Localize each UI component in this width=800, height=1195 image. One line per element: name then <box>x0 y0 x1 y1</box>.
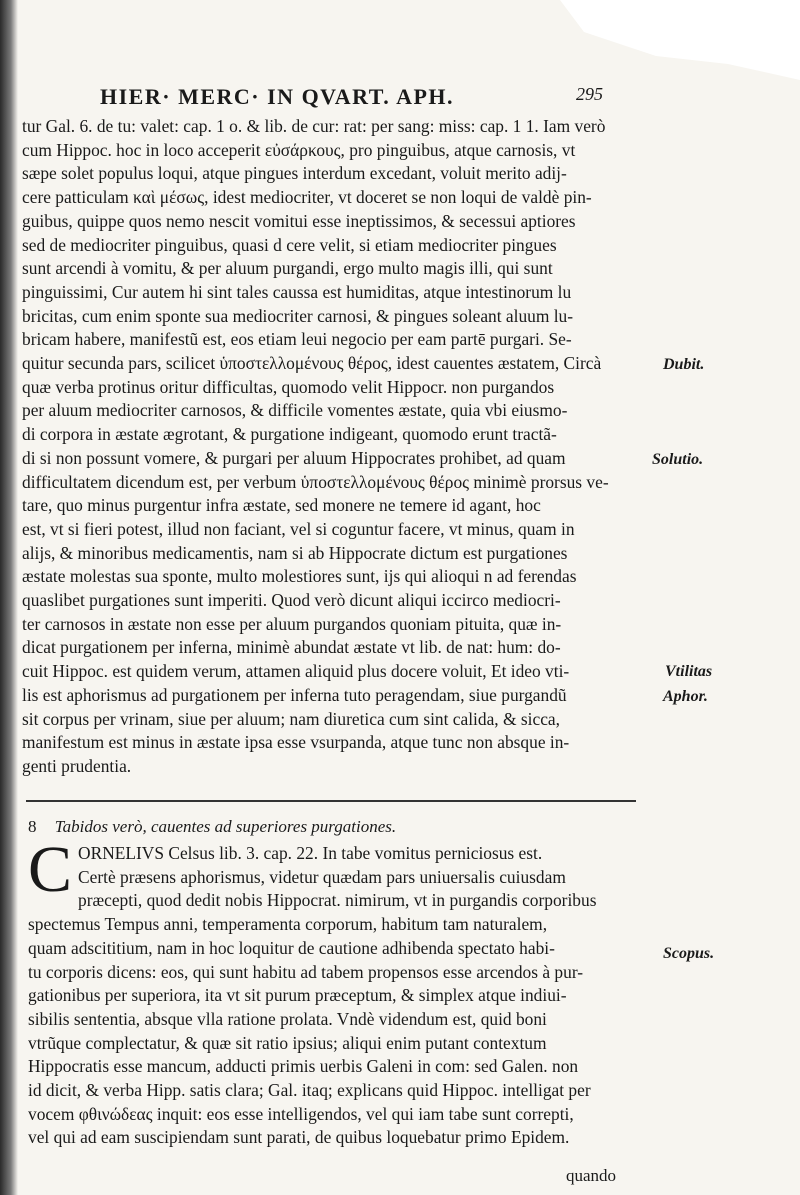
text-line: manifestum est minus in æstate ipsa esse vsurpanda, atque tunc non absque in- <box>22 732 570 753</box>
binding-shadow <box>0 0 18 1195</box>
margin-note-scopus: Scopus. <box>663 945 715 962</box>
commentary-line: id dicit, & verba Hipp. satis clara; Gal. itaq; explicans quid Hippoc. intelligat per <box>28 1080 591 1101</box>
text-line: di corpora in æstate ægrotant, & purgatione indigeant, quomodo erunt tractã- <box>22 424 557 445</box>
text-line: sed de mediocriter pinguibus, quasi d cere velit, si etiam mediocriter pingues <box>22 234 557 255</box>
text-line: ter carnosos in æstate non esse per aluum purgandos quoniam pituita, quæ in- <box>22 613 562 634</box>
text-line: bricam habere, manifestũ est, eos etiam leui negocio per eam partē purgari. Se- <box>22 329 572 350</box>
torn-corner <box>560 0 800 80</box>
text-line: est, vt si fieri potest, illud non faciant, vel si coguntur facere, vt minus, quam in <box>22 518 575 539</box>
margin-note-aphor: Aphor. <box>663 688 708 705</box>
aphorism-number: 8 <box>28 817 37 836</box>
text-line: cere patticulam καὶ μέσως, idest mediocriter, vt doceret se non loqui de valdè pin- <box>22 187 592 208</box>
commentary-text <box>28 833 648 1150</box>
text-line: difficultatem dicendum est, per verbum ὑποστελλομένους θέρος minimè prorsus ve- <box>22 471 609 492</box>
text-line: tur Gal. 6. de tu: valet: cap. 1 o. & lib. de cur: rat: per sang: miss: cap. 1 1. Iam verò <box>22 116 606 136</box>
text-line: sunt arcendi à vomitu, & per aluum purgandi, ergo multo magis illi, qui sunt <box>22 258 553 279</box>
text-line: quitur secunda pars, scilicet ὑποστελλομένους θέρος, idest cauentes æstatem, Circà <box>22 353 602 374</box>
margin-note-dubit: Dubit. <box>663 356 705 373</box>
aphorism-heading <box>28 817 628 837</box>
commentary-line: spectemus Tempus anni, temperamenta corporum, habitum tam naturalem, <box>28 914 548 935</box>
text-line: dicat purgationem per inferna, minimè abundat æstate vt lib. de nat: hum: do- <box>22 637 561 658</box>
text-line: tare, quo minus purgentur infra æstate, sed monere ne temere id agant, hoc <box>22 495 541 516</box>
commentary-line: Hippocratis esse mancum, adducti primis uerbis Galeni in com: sed Galen. non <box>28 1056 579 1077</box>
aphorism-text: Tabidos verò, cauentes ad superiores purgationes. <box>54 817 397 836</box>
text-line: di si non possunt vomere, & purgari per aluum Hippocrates prohibet, ad quam <box>22 447 566 468</box>
commentary-line: Certè præsens aphorismus, videtur quædam pars uniuersalis cuiusdam <box>78 866 566 887</box>
commentary-line: vocem φθινώδεας inquit: eos esse intelligendos, vel qui iam tabe sunt correpti, <box>28 1103 574 1124</box>
text-line: quæ verba protinus oritur difficultas, quomodo velit Hippocr. non purgandos <box>22 376 555 397</box>
commentary-line: vtrũque complectatur, & quæ sit ratio ipsius; aliqui enim putant contextum <box>28 1032 547 1053</box>
margin-note-solutio: Solutio. <box>652 451 704 468</box>
commentary-line: ORNELIVS Celsus lib. 3. cap. 22. In tabe vomitus perniciosus est. <box>78 843 543 863</box>
running-title: HIER· MERC· IN QVART. APH. <box>100 84 455 109</box>
page-number: 295 <box>576 84 603 104</box>
commentary-line: præcepti, quod dedit nobis Hippocrat. nimirum, vt in purgandis corporibus <box>78 890 597 911</box>
margin-note-vtilitas: Vtilitas <box>665 663 713 680</box>
text-line: sit corpus per vrinam, siue per aluum; nam diuretica cum sint calida, & sicca, <box>22 708 560 729</box>
commentary-line: tu corporis dicens: eos, qui sunt habitu ad tabem propensos esse arcendos à pur- <box>28 961 584 982</box>
text-line: bricitas, cum enim sponte sua mediocriter carnosi, & pingues soleant aluum lu- <box>22 305 574 326</box>
text-line: quaslibet purgationes sunt imperiti. Quod verò dicunt aliqui iccirco mediocri- <box>22 590 561 611</box>
main-text <box>22 115 642 779</box>
commentary-line: vel qui ad eam suscipiendam sunt parati, de quibus loquebatur primo Epidem. <box>28 1127 570 1148</box>
text-line: guibus, quippe quos nemo nescit vomitui esse ineptissimos, & secessui aptiores <box>22 210 576 231</box>
drop-cap: C <box>28 833 73 906</box>
text-line: alijs, & minoribus medicamentis, nam si ab Hippocrate dictum est purgationes <box>22 542 568 563</box>
text-line: per aluum mediocriter carnosos, & difficile vomentes æstate, quia vbi eiusmo- <box>22 400 568 421</box>
text-line: sæpe solet populus loqui, atque pingues interdum excedant, voluit merito adij- <box>22 163 567 184</box>
commentary-line: quam adscititium, nam in hoc loquitur de cautione adhibenda spectato habi- <box>28 937 555 958</box>
text-line: lis est aphorismus ad purgationem per inferna tuto peragendam, siue purgandũ <box>22 684 567 705</box>
commentary-line: sibilis sententia, absque vlla ratione prolata. Vndè videndum est, quid boni <box>28 1008 547 1029</box>
catchword: quando <box>566 1166 617 1185</box>
text-line: pinguissimi, Cur autem hi sint tales caussa est humiditas, atque intestinorum lu <box>22 281 572 302</box>
text-line: genti prudentia. <box>22 755 132 776</box>
text-line: cum Hippoc. hoc in loco acceperit εὐσάρκους, pro pinguibus, atque carnosis, vt <box>22 139 576 160</box>
text-line: æstate molestas sua sponte, multo molestiores sunt, ijs qui alioqui n ad ferendas <box>22 566 577 587</box>
text-line: cuit Hippoc. est quidem verum, attamen aliquid plus docere voluit, Et ideo vti- <box>22 661 570 682</box>
section-divider <box>26 800 636 802</box>
commentary-line: gationibus per superiora, ita vt sit purum præceptum, & simplex atque indiui- <box>28 985 567 1006</box>
